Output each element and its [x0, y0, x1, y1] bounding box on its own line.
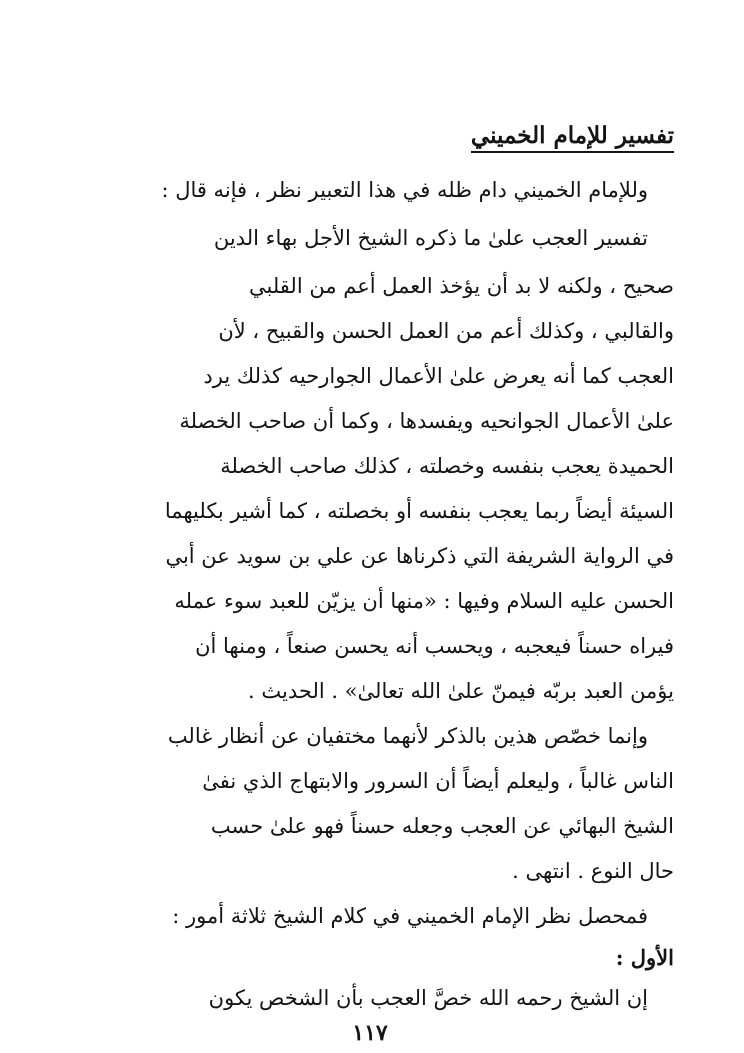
paragraph-line: علىٰ الأعمال الجوانحيه ويفسدها ، وكما أن صاحب الخصلة	[179, 409, 674, 433]
paragraph-line: حال النوع . انتهى .	[512, 859, 674, 883]
paragraph-line: في الرواية الشريفة التي ذكرناها عن علي بن سويد عن أبي	[165, 544, 674, 568]
paragraph-line: فمحصل نظر الإمام الخميني في كلام الشيخ ثلاثة أمور :	[172, 904, 648, 928]
paragraph-line: الحسن عليه السلام وفيها : «منها أن يزيّن للعبد سوء عمله	[174, 589, 674, 613]
page-number: ١١٧	[352, 1020, 388, 1046]
paragraph-line: فيراه حسناً فيعجبه ، ويحسب أنه يحسن صنعاً ، ومنها أن	[195, 634, 674, 658]
paragraph-line: وإنما خصّص هذين بالذكر لأنهما مختفيان عن أنظار غالب	[167, 724, 648, 748]
paragraph-line: السيئة أيضاً ربما يعجب بنفسه أو بخصلته ، كما أشير بكليهما	[164, 499, 674, 523]
paragraph-line: والقالبي ، وكذلك أعم من العمل الحسن والقبيح ، لأن	[218, 319, 674, 343]
subheading-line: الأول :	[615, 945, 674, 970]
paragraph-line: العجب كما أنه يعرض علىٰ الأعمال الجوارحيه كذلك يرد	[203, 364, 674, 388]
paragraph-line: إن الشيخ رحمه الله خصَّ العجب بأن الشخص يكون	[208, 986, 648, 1010]
paragraph-line: صحيح ، ولكنه لا بد أن يؤخذ العمل أعم من القلبي	[249, 274, 674, 298]
paragraph-line: الناس غالباً ، وليعلم أيضاً أن السرور والابتهاج الذي نفىٰ	[202, 769, 674, 793]
paragraph-line: تفسير العجب علىٰ ما ذكره الشيخ الأجل بهاء الدين	[213, 226, 648, 250]
paragraph-line: وللإمام الخميني دام ظله في هذا التعبير نظر ، فإنه قال :	[161, 178, 648, 202]
paragraph-line: الحميدة يعجب بنفسه وخصلته ، كذلك صاحب الخصلة	[220, 454, 674, 478]
section-heading: تفسير للإمام الخميني	[471, 122, 674, 153]
paragraph-line: الشيخ البهائي عن العجب وجعله حسناً فهو علىٰ حسب	[210, 814, 674, 838]
paragraph-line: يؤمن العبد بربّه فيمنّ علىٰ الله تعالىٰ» . الحديث .	[248, 679, 674, 703]
document-page	[66, 112, 674, 1046]
